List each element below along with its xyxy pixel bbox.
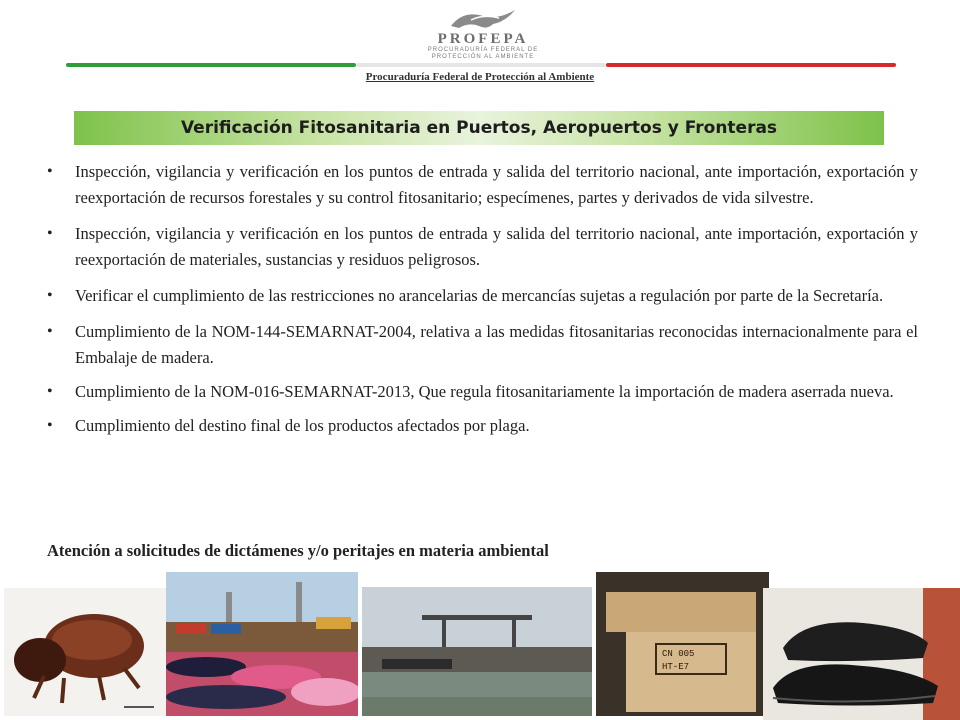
- port-crane-photo: [362, 587, 592, 716]
- list-item: • Cumplimiento de la NOM-016-SEMARNAT-2013, Que regula fitosanitariamente la importación de madera aserrada nueva.: [47, 381, 918, 403]
- list-item: • Inspección, vigilancia y verificación en los puntos de entrada y salida del territorio nacional, ante importación, exportación y reexportación de recursos forestales y su control fitosanitario; especímenes, partes y derivados de vida silvestre.: [47, 159, 918, 211]
- shoes-photo: [763, 588, 960, 720]
- flag-line-red: [606, 63, 896, 67]
- logo-subtitle-2: PROTECCIÓN AL AMBIENTE: [431, 54, 535, 60]
- logo-subtitle-1: PROCURADURÍA FEDERAL DE: [427, 47, 539, 53]
- list-item: • Verificar el cumplimiento de las restricciones no arancelarias de mercancías sujetas a regulación por parte de la Secretaría.: [47, 283, 918, 309]
- flag-line-green: [66, 63, 356, 67]
- flag-line-white: [356, 63, 606, 67]
- logo-name: PROFEPA: [437, 31, 529, 47]
- crate-marking-line2: HT-E7: [662, 662, 690, 672]
- port-containers-photo: [166, 572, 358, 716]
- banner-title: Verificación Fitosanitaria en Puertos, Aeropuertos y Fronteras: [180, 118, 778, 138]
- profepa-logo: [418, 6, 548, 62]
- eagle-emblem-icon: [443, 6, 523, 32]
- crate-marking-line1: CN 005: [662, 649, 695, 659]
- list-item: • Cumplimiento de la NOM-144-SEMARNAT-2004, relativa a las medidas fitosanitarias reconocidas internacionalmente para el Embalaje de madera.: [47, 319, 918, 371]
- section-banner: [74, 111, 884, 145]
- list-item: • Cumplimiento del destino final de los productos afectados por plaga.: [47, 413, 918, 439]
- agency-name: Procuraduría Federal de Protección al Ambiente: [365, 71, 595, 83]
- list-item: • Inspección, vigilancia y verificación en los puntos de entrada y salida del territorio nacional, ante importación, exportación y reexportación de materiales, sustancias y residuos peligrosos.: [47, 221, 918, 273]
- bullet-list: [47, 159, 918, 449]
- beetle-photo: [4, 588, 168, 716]
- wood-crate-photo: [596, 572, 769, 716]
- subheading: Atención a solicitudes de dictámenes y/o peritajes en materia ambiental: [47, 541, 549, 560]
